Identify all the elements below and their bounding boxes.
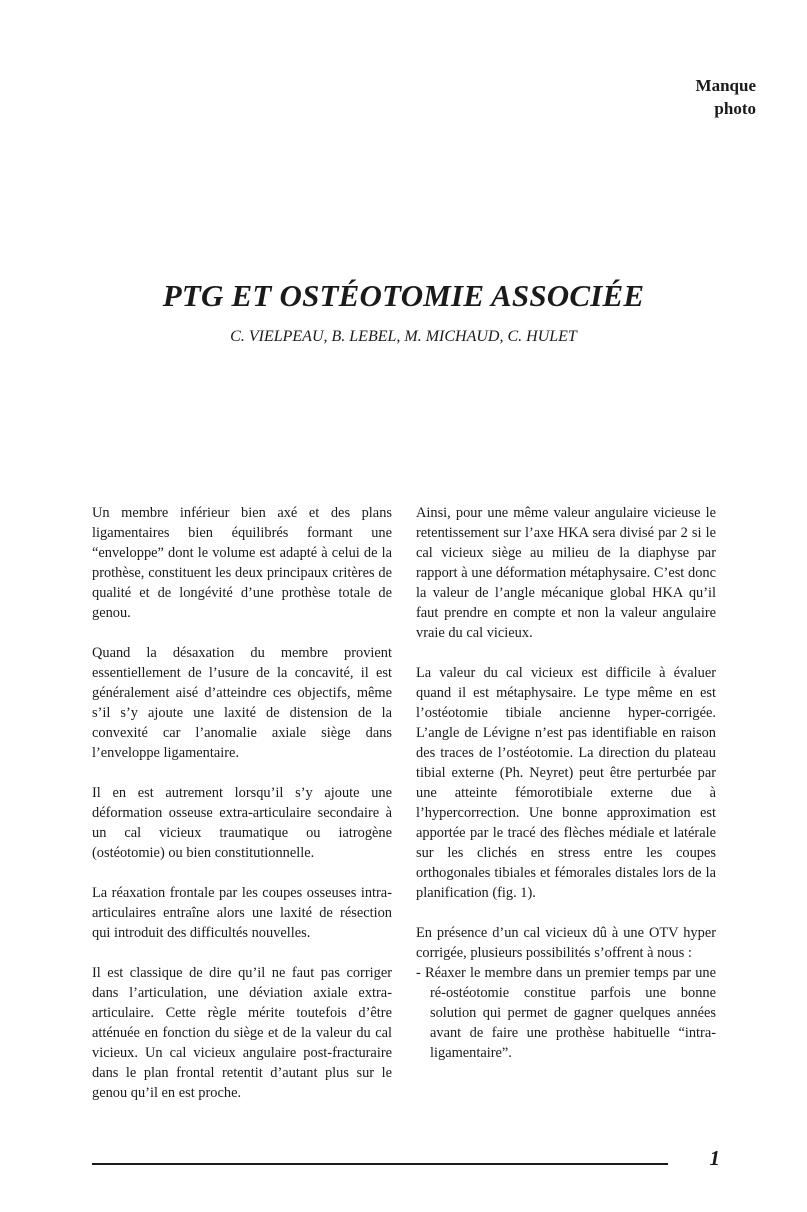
page-number: 1	[709, 1146, 720, 1170]
list-item: - Réaxer le membre dans un premier temps par une ré-ostéotomie constitue parfois une bonne solution qui permet de gagner quelques années avant de faire une prothèse habituelle “intra-ligamentaire”.	[416, 965, 716, 1061]
paragraph: Un membre inférieur bien axé et des plans ligamentaires bien équilibrés formant une “enveloppe” dont le volume est adapté à celui de la prothèse, constituent les deux principaux critères de qualité et de longévité d’une prothèse totale de genou.	[92, 505, 392, 621]
left-text-column	[92, 503, 392, 1123]
paragraph: En présence d’un cal vicieux dû à une OTV hyper corrigée, plusieurs possibilités s’offrent à nous :	[416, 925, 716, 961]
article-title: PTG ET OSTÉOTOMIE ASSOCIÉE	[162, 278, 645, 313]
paragraph: Quand la désaxation du membre provient essentiellement de l’usure de la concavité, il est généralement aisé d’atteindre ces objectifs, même s’il s’y ajoute une laxité de distension de la convexité car l’anomalie axiale siège dans l’enveloppe ligamentaire.	[92, 645, 392, 761]
article-authors: C. VIELPEAU, B. LEBEL, M. MICHAUD, C. HULET	[230, 328, 577, 345]
paragraph: Ainsi, pour une même valeur angulaire vicieuse le retentissement sur l’axe HKA sera divisé par 2 si le cal vicieux siège au milieu de la diaphyse par rapport à une déformation métaphysaire. C’est donc la valeur de l’angle mécanique global HKA qu’il faut prendre en compte et non la valeur angulaire vraie du cal vicieux.	[416, 505, 716, 641]
right-text-column	[416, 503, 716, 1063]
paragraph: Il en est autrement lorsqu’il s’y ajoute une déformation osseuse extra-articulaire secondaire à un cal vicieux traumatique ou iatrogène (ostéotomie) ou bien constitutionnelle.	[92, 785, 392, 861]
paragraph: La réaxation frontale par les coupes osseuses intra-articulaires entraîne alors une laxité de résection qui introduit des difficultés nouvelles.	[92, 885, 392, 941]
footer-rule	[92, 1163, 668, 1165]
missing-photo-note	[636, 74, 756, 120]
paragraph: La valeur du cal vicieux est difficile à évaluer quand il est métaphysaire. Le type même en est l’ostéotomie tibiale ancienne hyper-corrigée. L’angle de Lévigne n’est pas identifiable en raison des traces de l’ostéotomie. La direction du plateau tibial externe (Ph. Neyret) peut être perturbée par une atteinte fémorotibiale externe due à l’hypercorrection. Une bonne approximation est apportée par le tracé des flèches médiale et latérale sur les clichés en stress entre les coupes orthogonales tibiales et fémorales distales lors de la planification (fig. 1).	[416, 665, 716, 901]
paragraph: Il est classique de dire qu’il ne faut pas corriger dans l’articulation, une déviation axiale extra-articulaire. Cette règle mérite toutefois d’être atténuée en fonction du siège et de la valeur du cal vicieux. Un cal vicieux angulaire post-fracturaire dans le plan frontal retentit d’autant plus sur le genou qu’il en est proche.	[92, 965, 392, 1101]
options-list	[416, 963, 716, 1063]
missing-photo-note-line1: Manque	[695, 76, 756, 95]
missing-photo-note-line2: photo	[714, 99, 756, 118]
